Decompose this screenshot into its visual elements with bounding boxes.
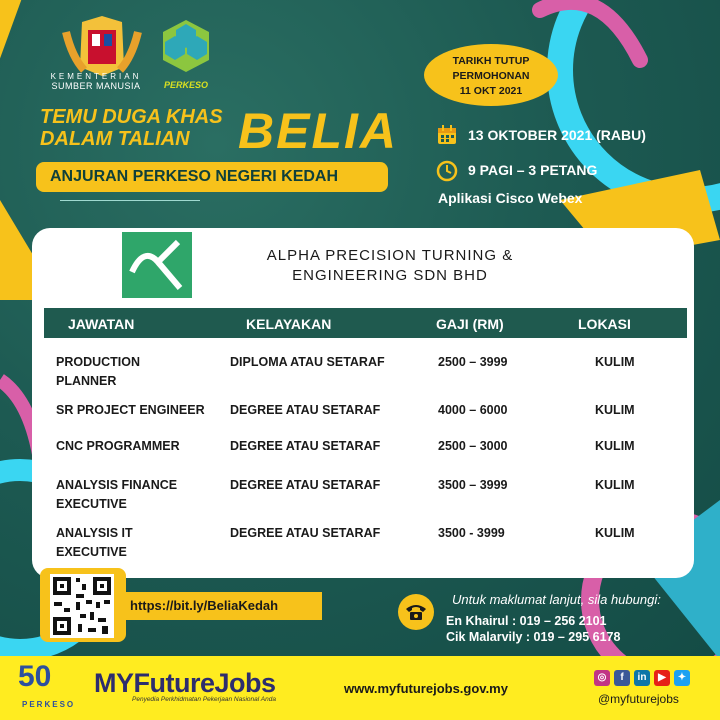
social-handle[interactable]: @myfuturejobs <box>598 692 679 706</box>
company-name-line2: ENGINEERING SDN BHD <box>292 267 488 284</box>
row-kelayakan: DEGREE ATAU SETARAF <box>230 526 381 540</box>
title-line1: TEMU DUGA KHAS <box>40 106 223 128</box>
header-gaji: GAJI (RM) <box>436 316 504 332</box>
ministry-crest-icon <box>52 12 152 108</box>
row-lokasi: KULIM <box>595 439 635 453</box>
row-gaji: 3500 - 3999 <box>438 526 505 540</box>
row-lokasi: KULIM <box>595 526 635 540</box>
event-time: 9 PAGI – 3 PETANG <box>468 162 598 178</box>
deadline-bubble <box>424 44 558 106</box>
linkedin-icon[interactable]: in <box>634 670 650 686</box>
row-jawatan-line2: EXECUTIVE <box>56 545 127 559</box>
calendar-icon <box>436 124 458 146</box>
ministry-name-line2: SUMBER MANUSIA <box>51 81 141 91</box>
row-gaji: 3500 – 3999 <box>438 478 508 492</box>
row-lokasi: KULIM <box>595 355 635 369</box>
organiser-banner: ANJURAN PERKESO NEGERI KEDAH <box>36 162 388 192</box>
company-logo-icon <box>122 232 192 298</box>
row-gaji: 4000 – 6000 <box>438 403 508 417</box>
deadline-line1: TARIKH TUTUP <box>452 55 530 67</box>
row-jawatan-line2: EXECUTIVE <box>56 497 127 511</box>
anniversary-badge: 50 <box>18 660 52 693</box>
company-name <box>240 246 540 286</box>
company-name-line1: ALPHA PRECISION TURNING & <box>266 247 514 264</box>
brand-name: MYFutureJobs <box>94 668 276 698</box>
ministry-name-line1: KEMENTERIAN <box>50 72 142 81</box>
row-gaji: 2500 – 3999 <box>438 355 508 369</box>
header-kelayakan: KELAYAKAN <box>246 316 332 332</box>
event-date: 13 OKTOBER 2021 (RABU) <box>468 127 646 143</box>
header-jawatan: JAWATAN <box>68 316 135 332</box>
row-kelayakan: DEGREE ATAU SETARAF <box>230 478 381 492</box>
row-kelayakan: DEGREE ATAU SETARAF <box>230 439 381 453</box>
facebook-icon[interactable]: f <box>614 670 630 686</box>
contact-person1: En Khairul : 019 – 256 2101 <box>446 614 607 628</box>
row-jawatan <box>56 476 177 514</box>
title-big: BELIA <box>238 103 398 159</box>
contact-heading: Untuk maklumat lanjut, sila hubungi: <box>452 592 661 607</box>
qr-code-icon[interactable] <box>50 574 114 638</box>
deadline-line3: 11 OKT 2021 <box>459 85 523 97</box>
deadline-line2: PERMOHONAN <box>452 70 530 82</box>
row-gaji: 2500 – 3000 <box>438 439 508 453</box>
row-jawatan <box>56 353 140 391</box>
event-platform: Aplikasi Cisco Webex <box>438 190 583 206</box>
row-lokasi: KULIM <box>595 403 635 417</box>
clock-icon <box>436 160 458 182</box>
header-lokasi: LOKASI <box>578 316 631 332</box>
row-jawatan-line2: PLANNER <box>56 374 117 388</box>
title-line2: DALAM TALIAN <box>40 128 190 150</box>
row-jawatan: SR PROJECT ENGINEER <box>56 403 205 417</box>
row-kelayakan: DIPLOMA ATAU SETARAF <box>230 355 385 369</box>
brand-tagline: Penyedia Perkhidmatan Pekerjaan Nasional Anda <box>132 696 276 703</box>
twitter-icon[interactable]: ✦ <box>674 670 690 686</box>
website-link[interactable]: www.myfuturejobs.gov.my <box>344 681 508 696</box>
row-jawatan-line1: PRODUCTION <box>56 355 141 369</box>
row-lokasi: KULIM <box>595 478 635 492</box>
divider-line <box>60 200 200 201</box>
phone-icon <box>404 602 428 622</box>
row-kelayakan: DEGREE ATAU SETARAF <box>230 403 381 417</box>
row-jawatan <box>56 524 133 562</box>
instagram-icon[interactable]: ◎ <box>594 670 610 686</box>
perkeso-label: PERKESO <box>163 80 208 90</box>
youtube-icon[interactable]: ▶ <box>654 670 670 686</box>
row-jawatan: CNC PROGRAMMER <box>56 439 180 453</box>
contact-person2: Cik Malarvily : 019 – 295 6178 <box>446 630 621 644</box>
row-jawatan-line1: ANALYSIS IT <box>56 526 133 540</box>
apply-link[interactable]: https://bit.ly/BeliaKedah <box>124 592 322 620</box>
footer-perkeso: PERKESO <box>22 700 76 709</box>
row-jawatan-line1: ANALYSIS FINANCE <box>56 478 178 492</box>
title-small <box>40 106 223 150</box>
